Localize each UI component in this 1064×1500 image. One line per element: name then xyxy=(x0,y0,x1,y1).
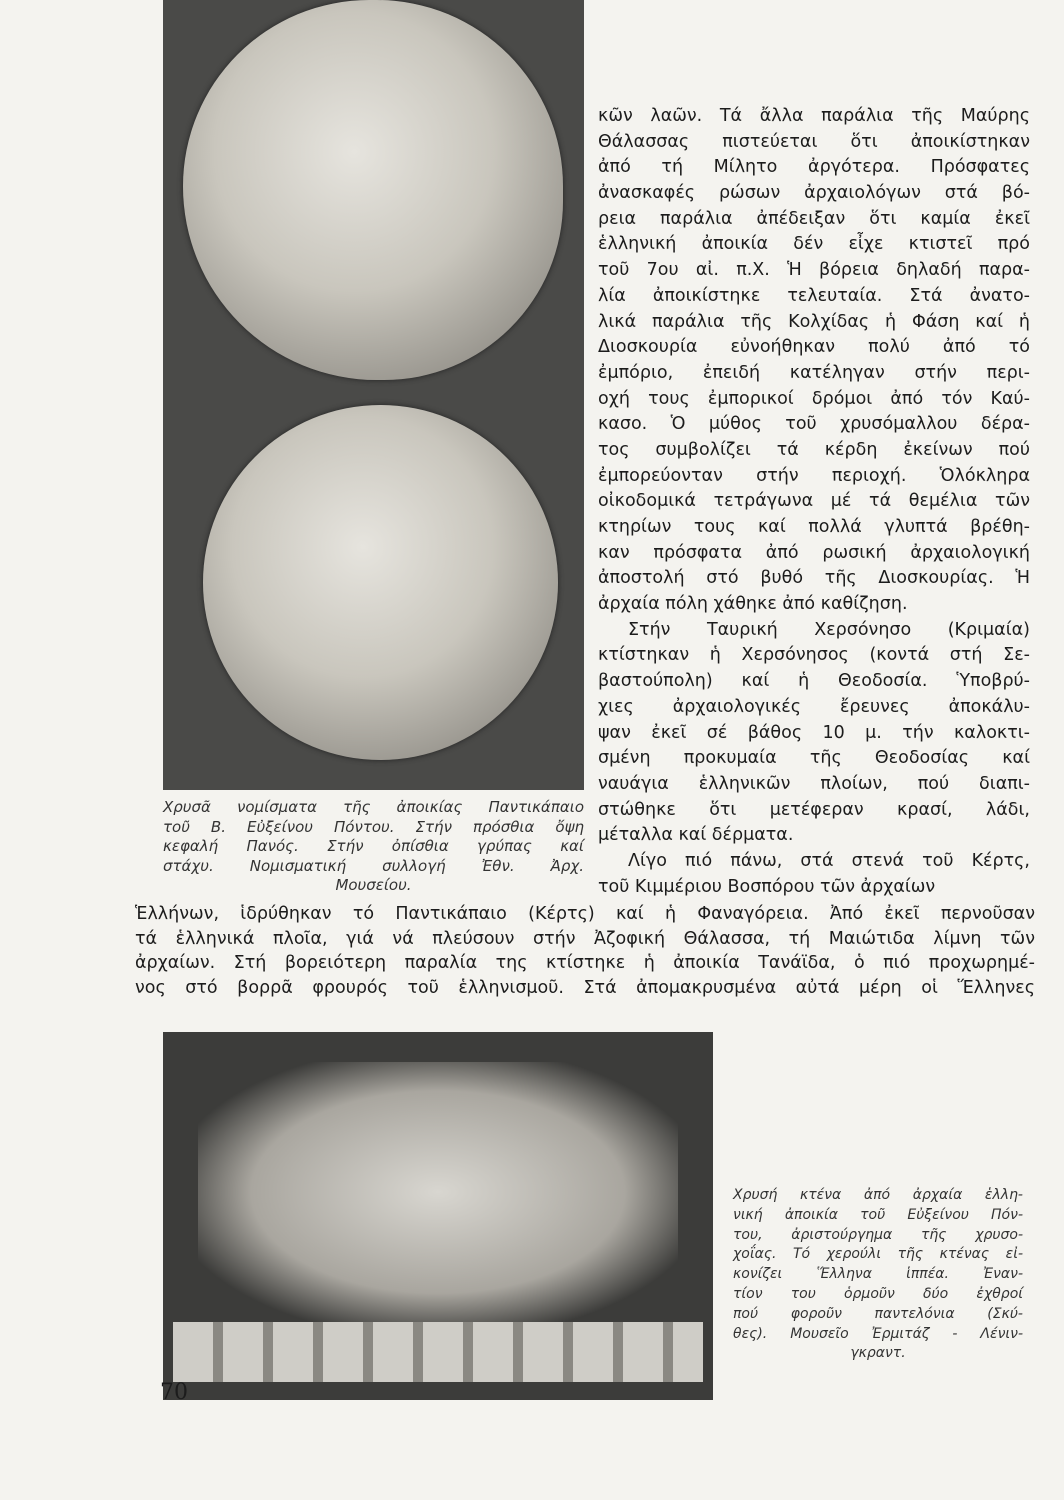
text-line: καν πρόσφατα ἀπό ρωσική ἀρχαιολογική xyxy=(598,542,1030,563)
text-line: ναυάγια ἑλληνικῶν πλοίων, πού διαπι- xyxy=(598,773,1030,794)
text-line: σμένη προκυμαία τῆς Θεοδοσίας καί xyxy=(598,748,1030,769)
page-number: 70 xyxy=(160,1380,188,1405)
text-line: κτηρίων τους καί πολλά γλυπτά βρέθη- xyxy=(598,517,1030,537)
text-line: χιες ἀρχαιολογικές ἔρευνες ἀποκάλυ- xyxy=(598,696,1030,717)
text-line: Μουσείου. xyxy=(335,876,412,894)
text-line: κτίστηκαν ἡ Χερσόνησος (κοντά στή Σε- xyxy=(598,645,1030,666)
text-line: μέταλλα καί δέρματα. xyxy=(598,825,794,846)
text-line: στάχυ. Νομισματική συλλογή Ἐθν. Ἀρχ. xyxy=(163,856,584,875)
text-line: λία ἀποικίστηκε τελευταία. Στά ἀνατο- xyxy=(598,285,1030,306)
text-line: βαστούπολη) καί ἡ Θεοδοσία. Ὑποβρύ- xyxy=(598,671,1030,692)
main-text-full-width xyxy=(135,902,1035,1000)
text-line: κονίζει Ἕλληνα ἱππέα. Ἐναν- xyxy=(733,1266,1023,1283)
text-line: ἀρχαίων. Στή βορειότερη παραλία της κτίστηκε ἡ ἀποικία Τανάϊδα, ὁ πιό προχωρημέ- xyxy=(135,953,1035,973)
comb-caption xyxy=(733,1186,1023,1364)
text-line: ἑλληνική ἀποικία δέν εἶχε κτιστεῖ πρό xyxy=(598,234,1030,255)
text-line: κῶν λαῶν. Τά ἄλλα παράλια τῆς Μαύρης xyxy=(598,106,1030,126)
text-line: Χρυσᾶ νομίσματα τῆς ἀποικίας Παντικάπαιο xyxy=(163,798,584,816)
text-line: τοῦ Β. Εὐξείνου Πόντου. Στήν πρόσθια ὄψη xyxy=(163,817,584,836)
text-line: τοῦ Κιμμέριου Βοσπόρου τῶν ἀρχαίων xyxy=(598,876,936,897)
text-line: οχή τους ἐμπορικοί δρόμοι ἀπό τόν Καύ- xyxy=(598,388,1030,409)
coins-photo xyxy=(163,0,584,790)
golden-comb-photo xyxy=(163,1032,713,1400)
text-line: του, ἀριστούργημα τῆς χρυσο- xyxy=(733,1226,1023,1243)
text-line: γκραντ. xyxy=(850,1345,906,1362)
text-line: ἀνασκαφές ρώσων ἀρχαιολόγων στά βό- xyxy=(598,183,1030,204)
text-line: ἀποστολή στό βυθό τῆς Διοσκουρίας. Ἡ xyxy=(598,568,1030,589)
text-line: θες). Μουσεῖο Ἐρμιτάζ - Λένιν- xyxy=(733,1325,1023,1342)
text-line: χοΐας. Τό χερούλι τῆς κτένας εἰ- xyxy=(733,1246,1023,1263)
text-line: Θάλασσας πιστεύεται ὅτι ἀποικίστηκαν xyxy=(598,131,1030,152)
text-line: ἐμπορεύονταν στήν περιοχή. Ὁλόκληρα xyxy=(598,465,1030,486)
coin-obverse-pan-head xyxy=(183,0,563,380)
text-line: Λίγο πιό πάνω, στά στενά τοῦ Κέρτς, xyxy=(628,850,1030,871)
text-line: πού φοροῦν παντελόνια (Σκύ- xyxy=(733,1305,1023,1322)
main-text-column xyxy=(598,104,1030,900)
text-line: κασο. Ὁ μύθος τοῦ χρυσόμαλλου δέρα- xyxy=(598,414,1030,435)
comb-figures xyxy=(198,1062,678,1322)
text-line: στώθηκε ὅτι μετέφεραν κρασί, λάδι, xyxy=(598,799,1030,820)
text-line: ἀπό τή Μίλητο ἀργότερα. Πρόσφατες xyxy=(598,157,1030,178)
text-line: ἀρχαία πόλη χάθηκε ἀπό καθίζηση. xyxy=(598,594,908,615)
text-line: Χρυσή κτένα ἀπό ἀρχαία ἑλλη- xyxy=(733,1187,1023,1203)
text-line: τος συμβολίζει τά κέρδη ἐκείνων πού xyxy=(598,439,1030,460)
text-line: Στήν Ταυρική Χερσόνησο (Κριμαία) xyxy=(628,619,1030,640)
text-line: Ἑλλήνων, ἱδρύθηκαν τό Παντικάπαιο (Κέρτς) καί ἡ Φαναγόρεια. Ἀπό ἐκεῖ περνοῦσαν xyxy=(135,904,1035,924)
text-line: ἐμπόριο, ἐπειδή κατέληγαν στήν περι- xyxy=(598,362,1030,383)
text-line: νος στό βορρᾶ φρουρός τοῦ ἑλληνισμοῦ. Στά ἀπομακρυσμένα αὐτά μέρη οἱ Ἕλληνες xyxy=(135,977,1035,998)
text-line: τίον του ὁρμοῦν δύο ἐχθροί xyxy=(733,1285,1023,1302)
text-line: τοῦ 7ου αἰ. π.Χ. Ἡ βόρεια δηλαδή παρα- xyxy=(598,260,1030,281)
text-line: ρεια παράλια ἀπέδειξαν ὅτι καμία ἐκεῖ xyxy=(598,208,1030,229)
text-line: λικά παράλια τῆς Κολχίδας ἡ Φάση καί ἡ xyxy=(598,311,1030,332)
text-line: κεφαλή Πανός. Στήν ὀπίσθια γρύπας καί xyxy=(163,837,584,855)
text-line: ψαν ἐκεῖ σέ βάθος 10 μ. τήν καλοκτι- xyxy=(598,722,1030,743)
coin-reverse-griffin xyxy=(203,405,558,760)
text-line: οἰκοδομικά τετράγωνα μέ τά θεμέλια τῶν xyxy=(598,491,1030,512)
coins-caption xyxy=(163,798,584,896)
text-line: Διοσκουρία εὐνοήθηκαν πολύ ἀπό τό xyxy=(598,337,1030,358)
text-line: νική ἀποικία τοῦ Εὐξείνου Πόν- xyxy=(733,1206,1023,1223)
comb-base xyxy=(173,1322,703,1382)
text-line: τά ἑλληνικά πλοῖα, γιά νά πλεύσουν στήν Ἀζοφική Θάλασσα, τή Μαιώτιδα λίμνη τῶν xyxy=(135,928,1035,949)
